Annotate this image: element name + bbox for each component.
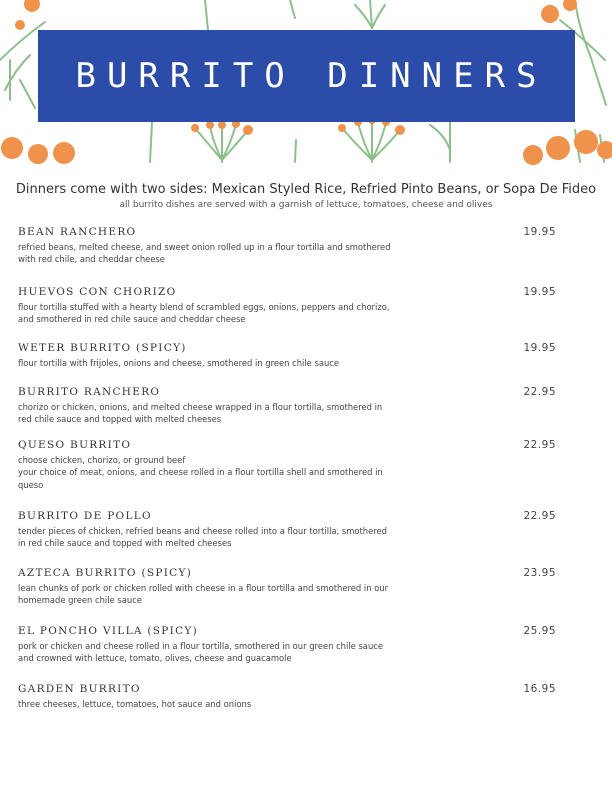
item-description xyxy=(18,241,413,266)
item-name: QUESO BURRITO xyxy=(18,439,132,451)
item-name: HUEVOS CON CHORIZO xyxy=(18,286,177,298)
menu-item xyxy=(18,567,578,607)
item-price: 22.95 xyxy=(523,439,556,451)
item-price: 25.95 xyxy=(523,625,556,637)
menu-item xyxy=(18,226,578,266)
item-description xyxy=(18,582,413,607)
item-description-line: tender pieces of chicken, refried beans and cheese rolled into a flour tortilla, smothered xyxy=(18,526,387,536)
title-banner xyxy=(38,30,575,122)
item-description-line: and smothered in red chile sauce and cheddar cheese xyxy=(18,314,246,325)
item-description-line: pork or chicken and cheese rolled in a flour tortilla, smothered in our green chile sauce xyxy=(18,641,384,651)
item-name: WETER BURRITO (SPICY) xyxy=(18,342,187,354)
item-name: BURRITO RANCHERO xyxy=(18,386,161,398)
item-description xyxy=(18,401,413,426)
sides-intro: Dinners come with two sides: Mexican Styled Rice, Refried Pinto Beans, or Sopa De Fideo xyxy=(15,182,597,197)
item-price: 16.95 xyxy=(523,683,556,695)
menu-item xyxy=(18,286,578,326)
item-description-line: in red chile sauce and topped with melted cheeses xyxy=(18,538,232,549)
item-description xyxy=(18,357,413,369)
item-description-line: lean chunks of pork or chicken rolled with cheese in a flour tortilla and smothered in our xyxy=(18,583,389,593)
item-description-line: chorizo or chicken, onions, and melted cheese wrapped in a flour tortilla, smothered in xyxy=(18,402,383,412)
item-price: 22.95 xyxy=(523,510,556,522)
item-description-line: your choice of meat, onions, and cheese rolled in a flour tortilla shell and smothered in xyxy=(18,467,383,478)
item-description-line: flour tortilla with frijoles, onions and cheese, smothered in green chile sauce xyxy=(18,358,340,368)
item-name: EL PONCHO VILLA (SPICY) xyxy=(18,625,199,637)
menu-item xyxy=(18,683,578,710)
menu-item xyxy=(18,386,578,426)
item-description-line: queso xyxy=(18,479,44,490)
item-description xyxy=(18,698,413,710)
item-price: 23.95 xyxy=(523,567,556,579)
item-description-line: red chile sauce and topped with melted cheeses xyxy=(18,414,222,425)
item-description-line: three cheeses, lettuce, tomatoes, hot sauce and onions xyxy=(18,699,252,709)
item-description xyxy=(18,525,413,550)
item-name: AZTECA BURRITO (SPICY) xyxy=(18,567,193,579)
item-description xyxy=(18,454,413,491)
item-description-line: refried beans, melted cheese, and sweet onion rolled up in a flour tortilla and smothered xyxy=(18,242,391,252)
item-price: 19.95 xyxy=(523,286,556,298)
menu-item xyxy=(18,439,578,491)
item-description xyxy=(18,640,413,665)
item-description xyxy=(18,301,413,326)
garnish-note: all burrito dishes are served with a garnish of lettuce, tomatoes, cheese and olives xyxy=(119,200,493,210)
item-name: GARDEN BURRITO xyxy=(18,683,141,695)
item-price: 19.95 xyxy=(523,226,556,238)
item-price: 22.95 xyxy=(523,386,556,398)
menu-item xyxy=(18,625,578,665)
page-title: BURRITO DINNERS xyxy=(75,56,548,96)
item-description-line: and crowned with lettuce, tomato, olives, cheese and guacamole xyxy=(18,653,292,664)
item-description-line: flour tortilla stuffed with a hearty blend of scrambled eggs, onions, peppers and chorizo, xyxy=(18,302,390,312)
menu-item xyxy=(18,510,578,550)
menu-item xyxy=(18,342,578,369)
item-description-line: homemade green chile sauce xyxy=(18,595,142,606)
item-price: 19.95 xyxy=(523,342,556,354)
item-description-line: choose chicken, chorizo, or ground beef xyxy=(18,455,186,465)
item-description-line: with red chile, and cheddar cheese xyxy=(18,254,165,265)
item-name: BEAN RANCHERO xyxy=(18,226,137,238)
item-name: BURRITO DE POLLO xyxy=(18,510,152,522)
